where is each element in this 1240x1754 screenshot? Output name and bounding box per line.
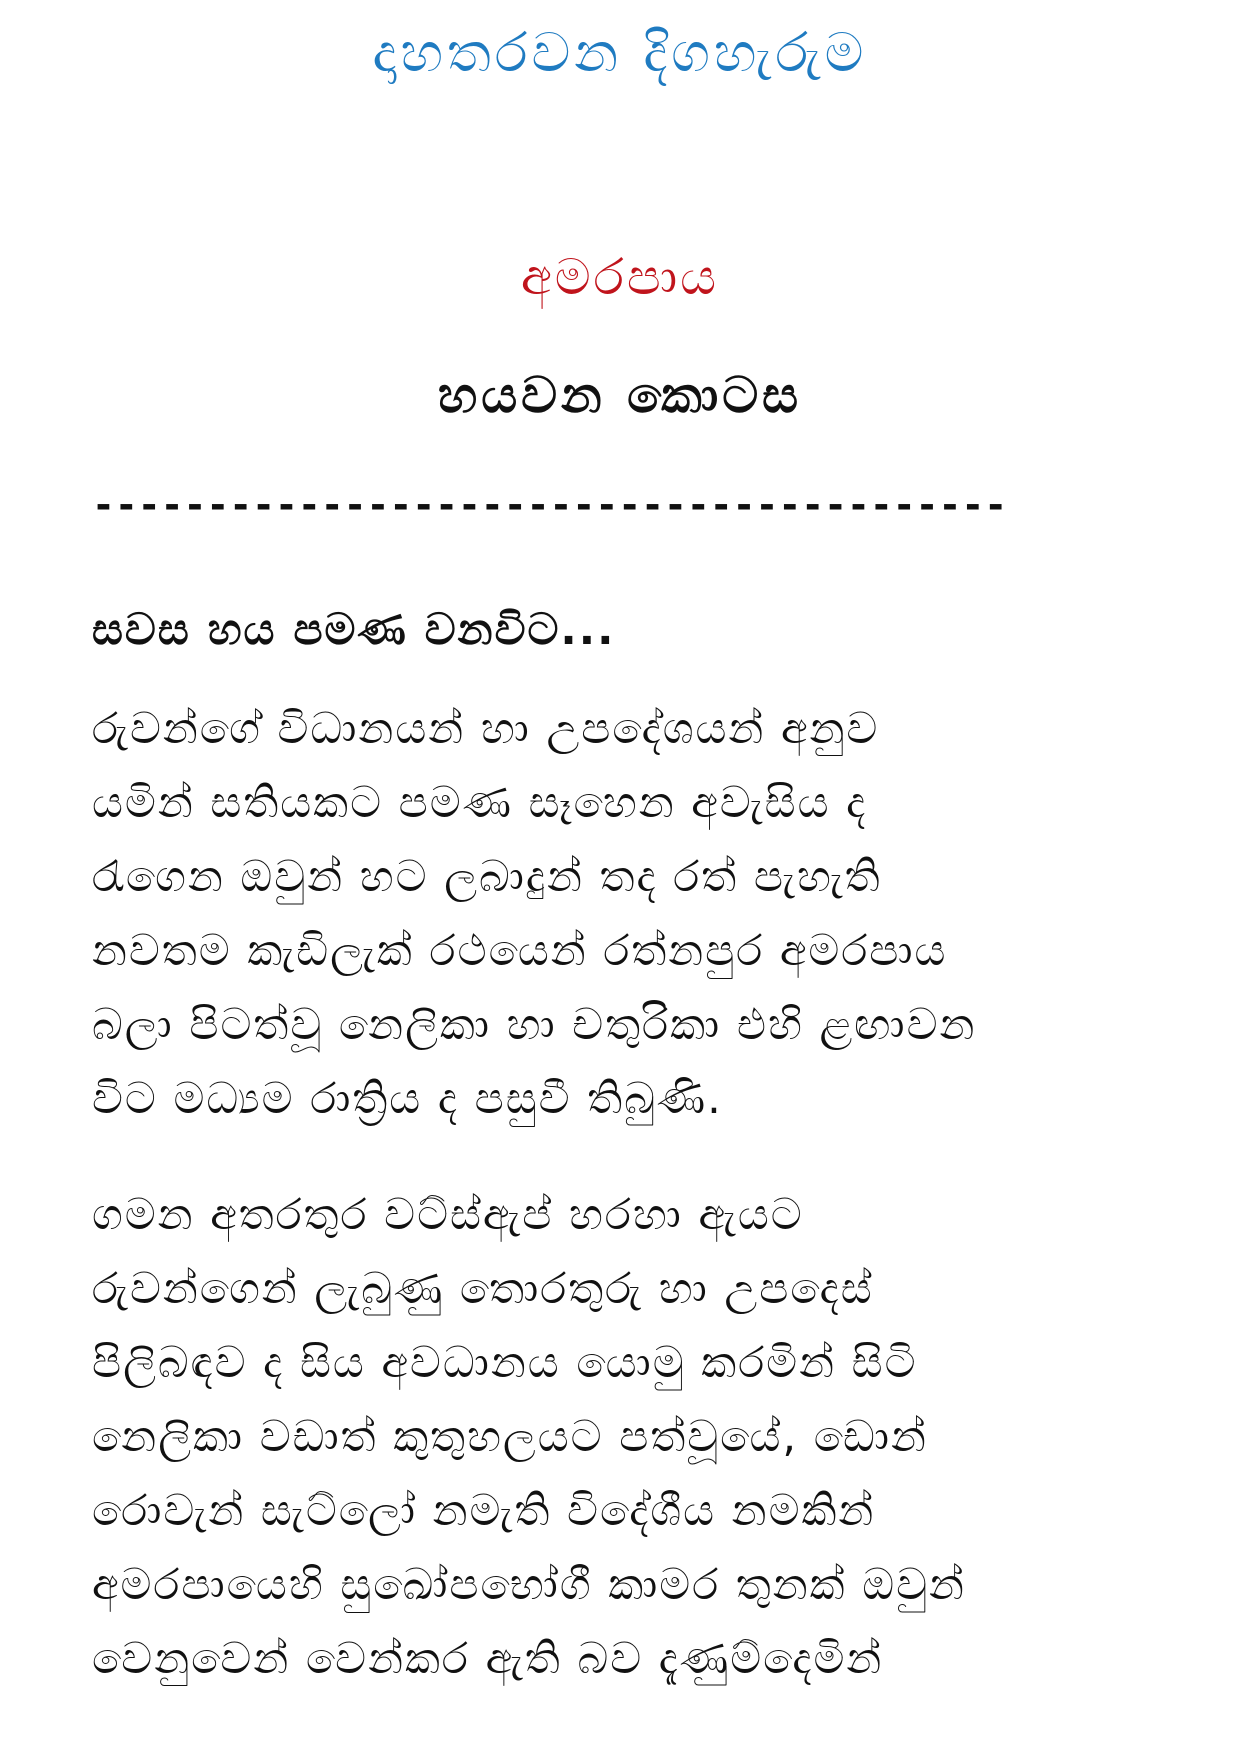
intro-line: සවස හය පමණ වනවිට... xyxy=(92,605,616,655)
paragraph-2 xyxy=(92,1178,1162,1696)
series-title: දාහතරවන දිගහැරුම xyxy=(372,21,868,84)
story-title: අමරපාය xyxy=(520,248,720,306)
paragraph-line: නෙලිකා වඩාත් කුතුහලයට පත්වූයේ, ඩොන් xyxy=(92,1412,928,1462)
paragraph-line: රැගෙන ඔවුන් හට ලබාදුන් තද රත් පැහැති xyxy=(92,852,882,902)
dashed-divider: ---------------------------------------- xyxy=(92,483,1008,527)
paragraph-line: රොවැන් සැට්ලෝ නමැති විදේශීය නමකින් xyxy=(92,1486,876,1536)
part-title: හයවන කොටස xyxy=(437,366,803,424)
paragraph-line: පිලිබඳව ද සිය අවධානය යොමු කරමින් සිටි xyxy=(92,1338,918,1388)
paragraph-1 xyxy=(92,692,1162,1136)
paragraph-line: ගමන අතරතුර වට්ස්ඇප් හරහා ඇයට xyxy=(92,1190,804,1240)
paragraph-line: රුවන්ගේ විධානයන් හා උපදේශයන් අනුව xyxy=(92,704,880,754)
paragraph-line: නවතම කැඩිලැක් රථයෙන් රත්නපුර අමරපාය xyxy=(92,926,948,976)
paragraph-line: අමරපායෙහි සුඛෝපභෝගී කාමර තුනක් ඔවුන් xyxy=(92,1560,966,1610)
paragraph-line: යමින් සතියකට පමණ සෑහෙන අවැසිය ද xyxy=(92,778,868,828)
paragraph-line: වෙනුවෙන් වෙන්කර ඇති බව දැණුම්දෙමින් xyxy=(92,1634,884,1684)
paragraph-line: රුවන්ගෙන් ලැබුණු තොරතුරු හා උපදෙස් xyxy=(92,1264,874,1314)
paragraph-line: බලා පිටත්වූ නෙලිකා හා චතුරිකා එහි ළඟාවන xyxy=(92,1000,977,1050)
paragraph-line: විට මධ්‍යම රාත්‍රිය ද පසුවී තිබුණි. xyxy=(92,1074,723,1124)
